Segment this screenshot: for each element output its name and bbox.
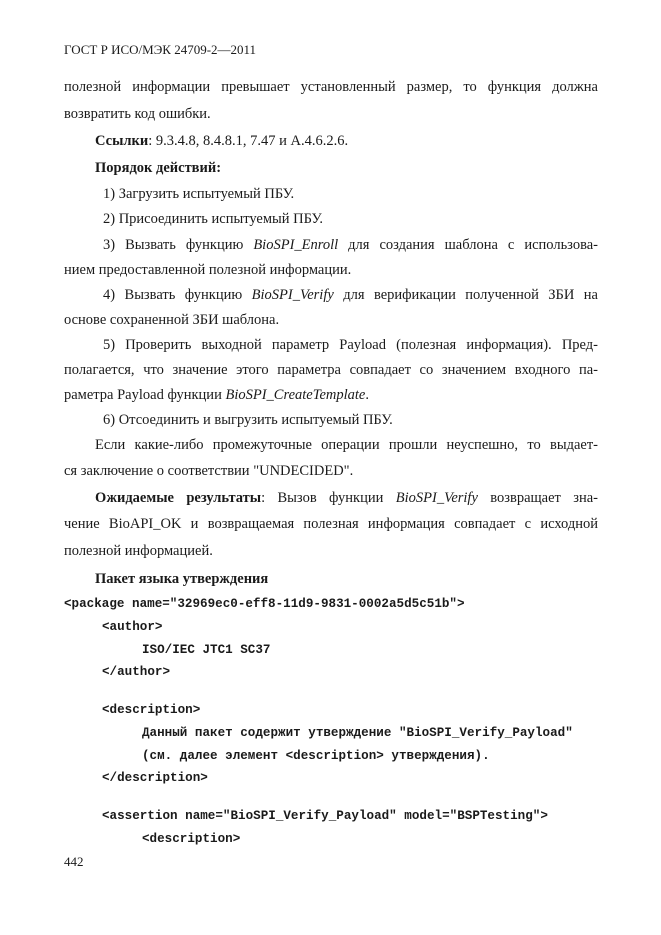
expected-text: возвращает зна-	[477, 490, 598, 506]
step-5-text: .	[365, 387, 369, 403]
procedure-heading	[95, 160, 221, 177]
failure-note: Если какие-либо промежуточные операции прошли неуспешно, то выдает-	[95, 437, 598, 453]
expected-label: Ожидаемые результаты	[95, 490, 262, 506]
step-4-cont: основе сохраненной ЗБИ шаблона.	[64, 312, 280, 328]
expected-text: : Вызов функции	[261, 490, 396, 506]
function-name: BioSPI_Verify	[395, 490, 478, 506]
function-name: BioSPI_Enroll	[253, 237, 339, 253]
step-4-text: для верификации полученной ЗБИ на	[333, 287, 598, 303]
expected-results-cont: чение BioAPI_OK и возвращаемая полезная информация совпадает с исходной	[64, 516, 598, 532]
references-label: Ссылки	[95, 133, 149, 149]
code-line: </author>	[102, 665, 171, 679]
step-1: 1) Загрузить испытуемый ПБУ.	[103, 186, 295, 202]
references-line	[95, 133, 348, 150]
code-line: ISO/IEC JTC1 SC37	[142, 643, 271, 657]
body-line: полезной информации превышает установленный размер, то функция должна	[64, 79, 598, 95]
procedure-label: Порядок действий:	[95, 160, 222, 176]
code-line: <description>	[102, 703, 201, 717]
step-5-text: раметра Payload функции	[64, 387, 226, 403]
step-5-cont	[64, 387, 369, 404]
function-name: BioSPI_Verify	[251, 287, 334, 303]
step-4	[103, 287, 598, 304]
step-3-text: для создания шаблона с использова-	[338, 237, 598, 253]
step-2: 2) Присоединить испытуемый ПБУ.	[103, 211, 323, 227]
step-5-cont: полагается, что значение этого параметра совпадает со значением входного па-	[64, 362, 598, 378]
step-6: 6) Отсоединить и выгрузить испытуемый ПБУ.	[103, 412, 393, 428]
code-line: <author>	[102, 620, 163, 634]
expected-results	[95, 490, 598, 507]
step-3-text: 3) Вызвать функцию	[103, 237, 254, 253]
body-line: возвратить код ошибки.	[64, 106, 211, 122]
failure-note-cont: ся заключение о соответствии "UNDECIDED".	[64, 463, 354, 479]
function-name: BioSPI_CreateTemplate	[225, 387, 366, 403]
page-header: ГОСТ Р ИСО/МЭК 24709-2—2011	[64, 42, 257, 57]
step-3-cont: нием предоставленной полезной информации.	[64, 262, 352, 278]
step-3	[103, 237, 598, 254]
step-5: 5) Проверить выходной параметр Payload (полезная информация). Пред-	[103, 337, 598, 353]
code-line: <description>	[142, 832, 241, 846]
package-heading	[95, 571, 268, 588]
page-number: 442	[64, 854, 84, 869]
expected-results-cont: полезной информацией.	[64, 543, 213, 559]
code-line: <package name="32969ec0-eff8-11d9-9831-0002a5d5c51b">	[64, 597, 465, 611]
code-line: <assertion name="BioSPI_Verify_Payload" model="BSPTesting">	[102, 809, 548, 823]
step-4-text: 4) Вызвать функцию	[103, 287, 252, 303]
code-line: </description>	[102, 771, 208, 785]
references-text: : 9.3.4.8, 8.4.8.1, 7.47 и А.4.6.2.6.	[148, 133, 349, 149]
code-line: Данный пакет содержит утверждение "BioSPI_Verify_Payload"	[142, 726, 573, 740]
package-label: Пакет языка утверждения	[95, 571, 269, 587]
code-line: (см. далее элемент <description> утверждения).	[142, 749, 490, 763]
